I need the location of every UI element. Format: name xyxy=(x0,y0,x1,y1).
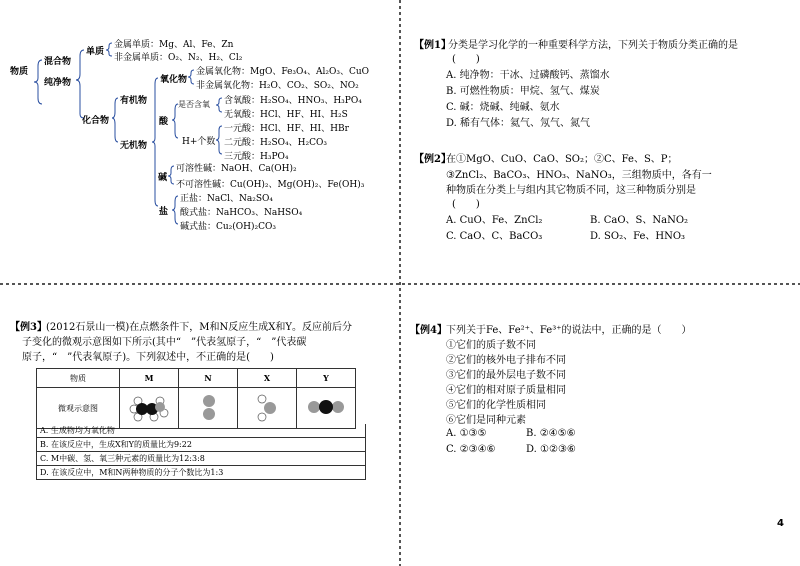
table-header: M xyxy=(120,369,179,388)
page-number: 4 xyxy=(777,518,784,529)
ex1-stem: 分类是学习化学的一种重要科学方法，下列关于物质分类正确的是 xyxy=(448,40,738,51)
table-row xyxy=(37,388,356,429)
compound-label: 化合物 xyxy=(82,116,110,126)
h-count-label: H+个数 xyxy=(182,137,216,147)
insoluble-base-text: 不可溶性碱：Cu(OH)₂、Mg(OH)₂、Fe(OH)₃ xyxy=(176,180,365,190)
acid-label: 酸 xyxy=(159,117,169,127)
ex1-option-a: A. 纯净物：干冰、过磷酸钙、蒸馏水 xyxy=(446,70,610,81)
table-header: 物质 xyxy=(37,369,120,388)
ex1-option-c: C. 碱：烧碱、纯碱、氨水 xyxy=(446,102,560,113)
ex2-option-d: D. SO₂、Fe、HNO₃ xyxy=(590,231,686,242)
ex2-line3: 种物质在分类上与组内其它物质不同，这三种物质分别是 xyxy=(446,185,696,196)
ex3-line3: 原子，“ ”代表氧原子)。下列叙述中，不正确的是( ) xyxy=(22,352,274,363)
oxy-acid-text: 含氧酸：H₂SO₄、HNO₃、H₃PO₄ xyxy=(224,96,362,106)
ex2-line1: 在①MgO、CuO、CaO、SO₂；②C、Fe、S、P； xyxy=(446,154,678,165)
molecule-m-icon xyxy=(124,389,174,425)
ex2-blank: ( ) xyxy=(452,199,480,210)
molecule-table xyxy=(36,368,356,429)
molecule-y-icon xyxy=(301,389,351,425)
ex4-statement-5: ⑤它们的化学性质相同 xyxy=(446,400,546,411)
pure-label: 纯净物 xyxy=(44,78,72,88)
basic-salt-text: 碱式盐：Cu₂(OH)₂CO₃ xyxy=(180,222,277,232)
table-header: N xyxy=(179,369,238,388)
ex3-option-a: A. 生成物均为氧化物 xyxy=(36,424,366,438)
root-label: 物质 xyxy=(10,67,29,77)
ex3-option-c: C. M中碳、氢、氧三种元素的质量比为12:3:8 xyxy=(36,452,366,466)
molecule-n-icon xyxy=(183,389,233,425)
ex2-line2: ③ZnCl₂、BaCO₃、HNO₃、NaNO₃，三组物质中，各有一 xyxy=(446,170,712,181)
ex1-option-b: B. 可燃性物质：甲烷、氢气、煤炭 xyxy=(446,86,600,97)
nonmetal-element-text: 非金属单质：O₂、N₂、H₂、Cl₂ xyxy=(114,53,243,63)
oxygen-question: 是否含氧 xyxy=(178,100,210,109)
organic-label: 有机物 xyxy=(120,96,148,106)
mixture-label: 混合物 xyxy=(44,57,72,67)
ex4-statement-6: ⑥它们是同种元素 xyxy=(446,415,526,426)
molecule-m-diagram xyxy=(120,388,179,429)
ex3-label: 【例3】 xyxy=(10,322,47,333)
ex4-label: 【例4】 xyxy=(410,325,447,336)
ex1-option-d: D. 稀有气体：氦气、氖气、氮气 xyxy=(446,118,591,129)
metal-element-text: 金属单质：Mg、Al、Fe、Zn xyxy=(114,40,234,50)
ex3-line1: (2012石景山一模)在点燃条件下，M和N反应生成X和Y。反应前后分 xyxy=(46,322,352,333)
ex3-line2: 子变化的微观示意图如下所示(其中“ ”代表氢原子，“ ”代表碳 xyxy=(22,337,307,348)
element-label: 单质 xyxy=(86,47,105,57)
table-header: X xyxy=(238,369,297,388)
ex4-option-b: B. ②④⑤⑥ xyxy=(526,428,576,439)
ex4-option-c: C. ②③④⑥ xyxy=(446,444,496,455)
base-label: 碱 xyxy=(158,173,168,183)
table-header: Y xyxy=(297,369,356,388)
mono-acid-text: 一元酸：HCl、HF、HI、HBr xyxy=(224,124,349,134)
ex2-label: 【例2】 xyxy=(414,154,451,165)
nonoxy-acid-text: 无氧酸：HCl、HF、HI、H₂S xyxy=(224,110,348,120)
ex1-blank: ( ) xyxy=(452,54,480,65)
ex4-stem: 下列关于Fe、Fe²⁺、Fe³⁺的说法中，正确的是（ ） xyxy=(446,325,692,336)
di-acid-text: 二元酸：H₂SO₄、H₂CO₃ xyxy=(224,138,327,148)
oxide-label: 氧化物 xyxy=(160,75,188,85)
nonmetal-oxide-text: 非金属氧化物：H₂O、CO₂、SO₂、NO₂ xyxy=(196,81,359,91)
inorganic-label: 无机物 xyxy=(120,141,148,151)
acid-salt-text: 酸式盐：NaHCO₃、NaHSO₄ xyxy=(180,208,303,218)
ex2-option-c: C. CaO、C、BaCO₃ xyxy=(446,231,543,242)
ex2-option-a: A. CuO、Fe、ZnCl₂ xyxy=(446,215,543,226)
ex4-option-a: A. ①③⑤ xyxy=(446,428,487,439)
molecule-y-diagram xyxy=(297,388,356,429)
ex2-option-b: B. CaO、S、NaNO₂ xyxy=(590,215,689,226)
ex4-statement-4: ④它们的相对原子质量相同 xyxy=(446,385,566,396)
molecule-x-icon xyxy=(242,389,292,425)
ex4-option-d: D. ①②③⑥ xyxy=(526,444,576,455)
ex3-option-b: B. 在该反应中，生成X和Y的质量比为9:22 xyxy=(36,438,366,452)
ex3-option-d: D. 在该反应中，M和N两种物质的分子个数比为1:3 xyxy=(36,466,366,480)
ex4-statement-2: ②它们的核外电子排布不同 xyxy=(446,355,566,366)
table-header-row xyxy=(37,369,356,388)
ex4-statement-3: ③它们的最外层电子数不同 xyxy=(446,370,566,381)
normal-salt-text: 正盐：NaCl、Na₂SO₄ xyxy=(180,194,274,204)
metal-oxide-text: 金属氧化物：MgO、Fe₃O₄、Al₂O₃、CuO xyxy=(196,67,370,77)
salt-label: 盐 xyxy=(159,207,169,217)
row-label: 微观示意图 xyxy=(37,388,120,429)
molecule-x-diagram xyxy=(238,388,297,429)
ex4-statement-1: ①它们的质子数不同 xyxy=(446,340,536,351)
molecule-n-diagram xyxy=(179,388,238,429)
ex1-label: 【例1】 xyxy=(414,40,451,51)
horizontal-divider xyxy=(0,283,800,285)
tri-acid-text: 三元酸：H₃PO₄ xyxy=(224,152,289,162)
soluble-base-text: 可溶性碱：NaOH、Ca(OH)₂ xyxy=(176,164,297,174)
